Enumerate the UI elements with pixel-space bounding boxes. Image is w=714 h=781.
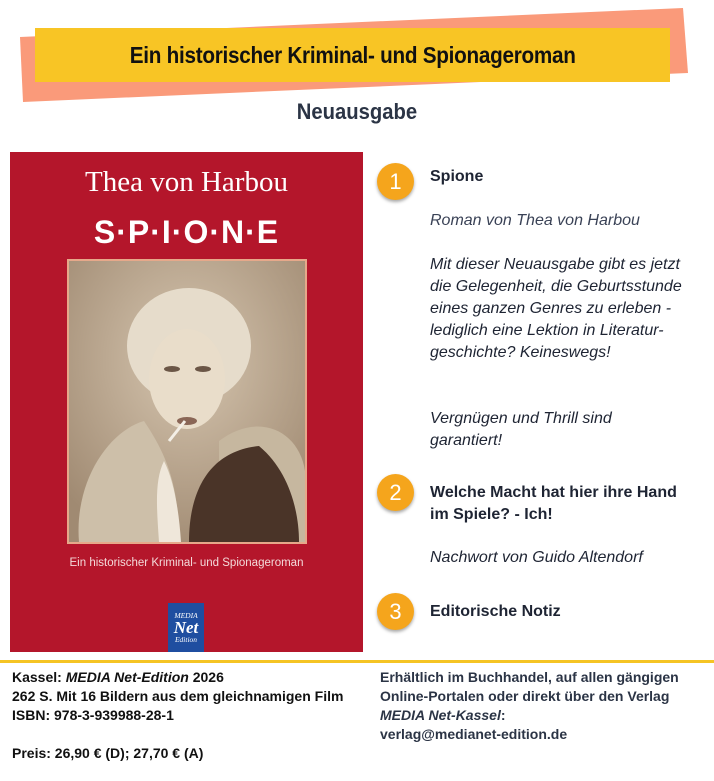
page-count: 262 S. Mit 16 Bildern aus dem gleichnamigen Film xyxy=(12,688,344,704)
contact-email[interactable]: verlag@medianet-edition.de xyxy=(380,726,568,742)
cover-author: Thea von Harbou xyxy=(85,166,288,198)
availability-info xyxy=(380,668,679,744)
availability-line-2: Online-Portalen oder direkt über den Verlag xyxy=(380,688,670,704)
publisher-logo xyxy=(168,603,204,652)
publisher-line xyxy=(12,668,343,687)
logo-line-2: Net xyxy=(173,618,199,637)
number-badge-3: 3 xyxy=(377,593,414,630)
publication-details xyxy=(12,668,343,763)
item-3-title: Editorische Notiz xyxy=(430,603,561,620)
cover-title: S·P·I·O·N·E xyxy=(93,214,280,250)
logo-line-1: MEDIA xyxy=(174,610,198,620)
book-cover xyxy=(10,152,363,652)
publisher-name: MEDIA Net-Edition xyxy=(65,669,189,685)
edition-subtitle: Neuausgabe xyxy=(296,99,418,124)
availability-line-1: Erhältlich im Buchhandel, auf allen gängigen xyxy=(380,669,679,685)
cover-subtitle: Ein historischer Kriminal- und Spionageroman xyxy=(69,557,304,569)
item-1-author: Roman von Thea von Harbou xyxy=(430,212,640,229)
publisher-line xyxy=(380,706,679,725)
isbn: ISBN: 978-3-939988-28-1 xyxy=(12,707,174,723)
item-2-afterword: Nachwort von Guido Altendorf xyxy=(430,549,643,566)
logo-line-3: Edition xyxy=(174,635,198,644)
publisher-name-right: MEDIA Net-Kassel xyxy=(380,707,501,723)
publisher-prefix: Kassel: xyxy=(12,669,66,685)
footer-divider xyxy=(0,660,714,663)
item-1-description: Mit dieser Neuausgabe gibt es jetzt die Gelegenheit, die Geburtsstunde eines ganzen Genres zu erleben - lediglich eine Lektion in Literatur-geschichte? Keineswegs! xyxy=(430,256,682,361)
price: Preis: 26,90 € (D); 27,70 € (A) xyxy=(12,745,204,761)
banner-title: Ein historischer Kriminal- und Spionageroman xyxy=(129,41,576,68)
item-2-title: Welche Macht hat hier ihre Hand im Spiele? - Ich! xyxy=(430,484,677,523)
header-banner xyxy=(35,28,670,82)
cover-photo xyxy=(67,259,307,544)
publication-year: 2026 xyxy=(188,669,224,685)
item-1-tagline: Vergnügen und Thrill sind garantiert! xyxy=(430,410,612,449)
colon: : xyxy=(500,707,506,723)
item-1-title: Spione xyxy=(430,168,484,185)
number-badge-2: 2 xyxy=(377,474,414,511)
number-badge-1: 1 xyxy=(377,163,414,200)
